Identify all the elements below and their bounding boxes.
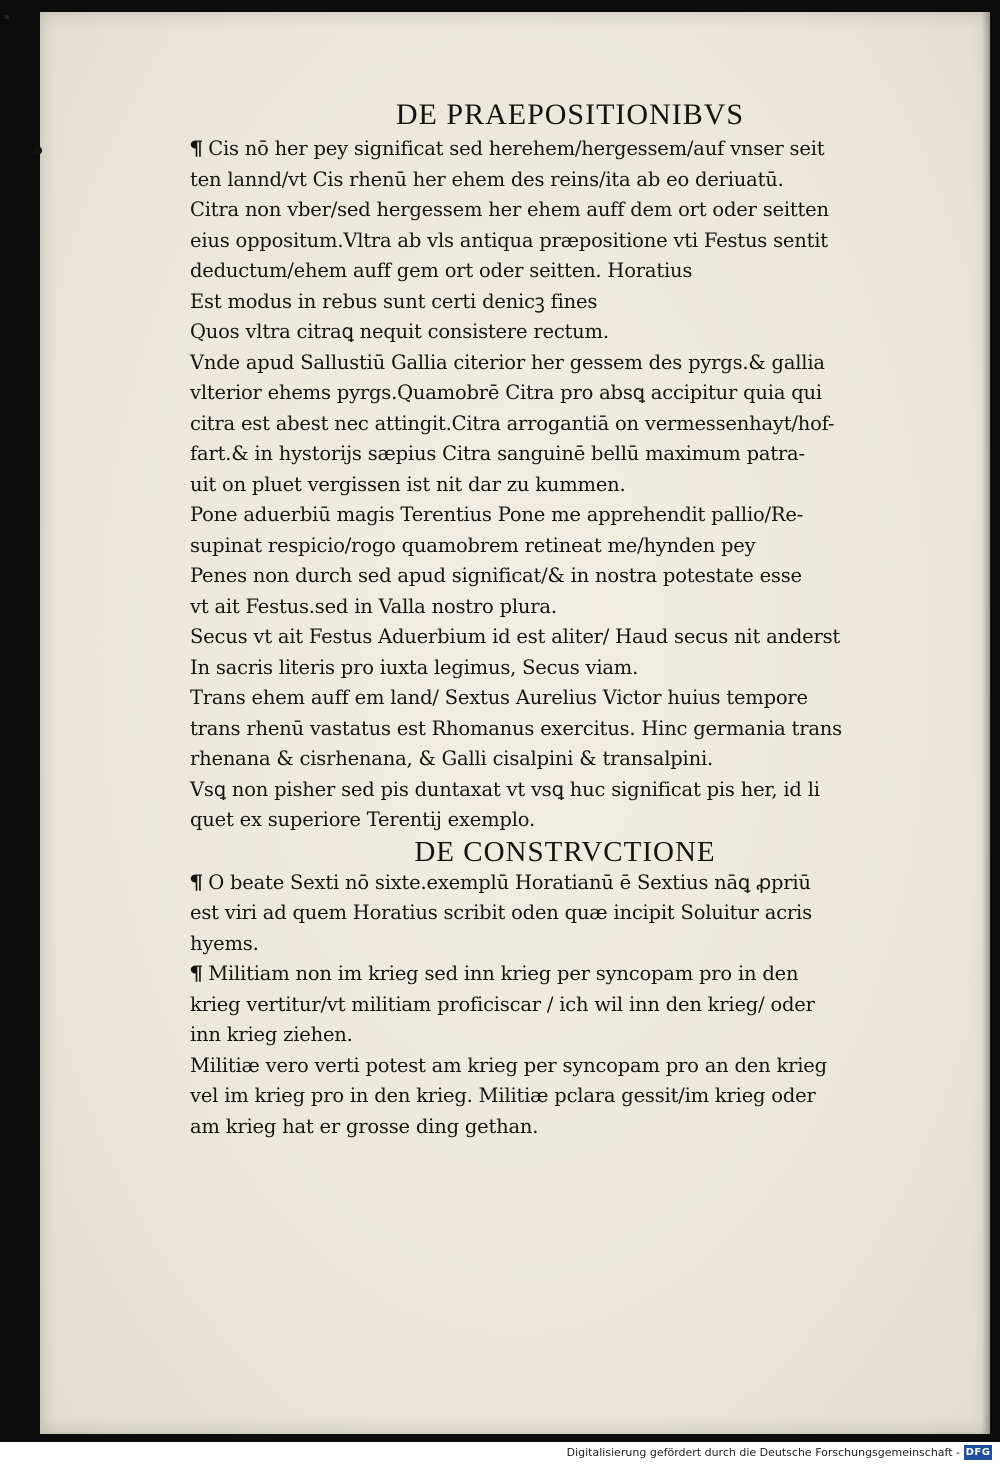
line-text: Pone aduerbiū magis Terentius Pone me apprehendit pallio/Re-: [190, 503, 804, 526]
text-line: [190, 683, 920, 714]
pilcrow-icon: ¶: [189, 962, 204, 985]
text-line: [190, 898, 920, 929]
line-text: hyems.: [190, 931, 259, 955]
line-text: Trans ehem auff em land/ Sextus Aurelius Victor huius tempore: [190, 686, 808, 709]
text-line: [190, 561, 920, 592]
text-line: [190, 775, 920, 806]
funding-credit: Digitalisierung gefördert durch die Deutsche Forschungsgemeinschaft -: [566, 1446, 960, 1459]
text-line: [190, 500, 920, 531]
line-text: quet ex superiore Terentij exemplo.: [190, 808, 535, 831]
text-line: [190, 990, 920, 1021]
line-text: Militiæ vero verti potest am krieg per syncopam pro an den krieg: [190, 1053, 827, 1077]
text-line: [190, 805, 920, 836]
line-text: rhenana & cisrhenana, & Galli cisalpini & transalpini.: [190, 747, 713, 770]
line-text: supinat respicio/rogo quamobrem retineat me/hynden pey: [190, 533, 756, 557]
line-text: O beate Sexti nō sixte.exemplū Horatianū ē Sextius nāꝗ ꝓpriū: [208, 870, 811, 894]
text-line: [190, 959, 920, 990]
text-line: [190, 714, 920, 745]
line-text: vel im krieg pro in den krieg. Militiæ pclara gessit/im krieg oder: [190, 1084, 816, 1107]
line-text: deductum/ehem auff gem ort oder seitten. Horatius: [190, 259, 693, 282]
line-text: Militiam non im krieg sed inn krieg per syncopam pro in den: [208, 962, 799, 985]
text-line: [190, 744, 920, 775]
line-text: fart.& in hystorijs sæpius Citra sanguinē bellū maximum patra-: [190, 442, 805, 465]
text-line: [190, 929, 920, 960]
text-line: [190, 1081, 920, 1112]
text-line: [190, 653, 920, 684]
text-line: [190, 1020, 920, 1051]
text-line: [190, 531, 920, 562]
line-text: Vsꝗ non pisher sed pis duntaxat vt vsꝗ huc significat pis her, id li: [190, 777, 820, 801]
section-constructione: [190, 868, 920, 1143]
text-line: [190, 287, 920, 318]
dfg-logo: DFG: [965, 1447, 991, 1458]
text-line: [190, 226, 920, 257]
heading-de-constructione: DE CONSTRVCTIONE: [414, 835, 716, 868]
line-text: trans rhenū vastatus est Rhomanus exercitus. Hinc germania trans: [190, 716, 842, 740]
text-line: [190, 868, 920, 899]
line-text: Quos vltra citraꝗ nequit consistere rectum.: [190, 320, 609, 343]
page-edge-shadow: [982, 12, 990, 1434]
line-text: krieg vertitur/vt militiam proficiscar / ich wil inn den krieg/ oder: [190, 992, 815, 1016]
line-text: est viri ad quem Horatius scribit oden quæ incipit Soluitur acris: [190, 901, 812, 924]
text-line: [190, 256, 920, 287]
corner-mark: [5, 15, 9, 19]
text-line: [190, 165, 920, 196]
text-line: [190, 348, 920, 379]
line-text: Penes non durch sed apud significat/& in nostra potestate esse: [190, 564, 802, 587]
line-text: am krieg hat er grosse ding gethan.: [190, 1114, 539, 1138]
line-text: Vnde apud Sallustiū Gallia citerior her gessem des pyrgs.& gallia: [190, 350, 825, 374]
pilcrow-icon: ¶: [189, 870, 204, 894]
line-text: ten lannd/vt Cis rhenū her ehem des reins/ita ab eo deriuatū.: [190, 167, 784, 191]
text-line: [190, 409, 920, 440]
text-line: [190, 470, 920, 501]
line-text: Est modus in rebus sunt certi denicꝫ fines: [190, 289, 598, 313]
line-text: uit on pluet vergissen ist nit dar zu kummen.: [190, 472, 626, 496]
section-praepositiones: [190, 134, 920, 836]
text-line: [190, 317, 920, 348]
ink-dot: [33, 146, 42, 155]
text-line: [190, 134, 920, 165]
pilcrow-icon: ¶: [189, 137, 204, 160]
text-line: [190, 622, 920, 653]
text-line: [190, 439, 920, 470]
line-text: Secus vt ait Festus Aduerbium id est aliter/ Haud secus nit anderst: [190, 625, 841, 648]
line-text: Cis nō her pey significat sed herehem/hergessem/auf vnser seit: [208, 137, 825, 160]
text-line: [190, 378, 920, 409]
line-text: inn krieg ziehen.: [190, 1023, 353, 1046]
line-text: In sacris literis pro iuxta legimus, Secus viam.: [190, 655, 639, 679]
line-text: vt ait Festus.sed in Valla nostro plura.: [190, 594, 557, 618]
line-text: citra est abest nec attingit.Citra arrogantiā on vermessenhayt/hof-: [190, 411, 835, 435]
digitization-footer: [0, 1442, 1000, 1465]
text-line: [190, 1051, 920, 1082]
page-text: [190, 96, 920, 1142]
line-text: vlterior ehems pyrgs.Quamobrē Citra pro absꝗ accipitur quia qui: [190, 381, 822, 404]
line-text: eius oppositum.Vltra ab vls antiqua præpositione vti Festus sentit: [190, 228, 828, 252]
heading-de-praepositionibus: DE PRAEPOSITIONIBVS: [395, 98, 745, 131]
line-text: Citra non vber/sed hergessem her ehem auff dem ort oder seitten: [190, 198, 829, 221]
text-line: [190, 592, 920, 623]
text-line: [190, 195, 920, 226]
text-line: [190, 1112, 920, 1143]
